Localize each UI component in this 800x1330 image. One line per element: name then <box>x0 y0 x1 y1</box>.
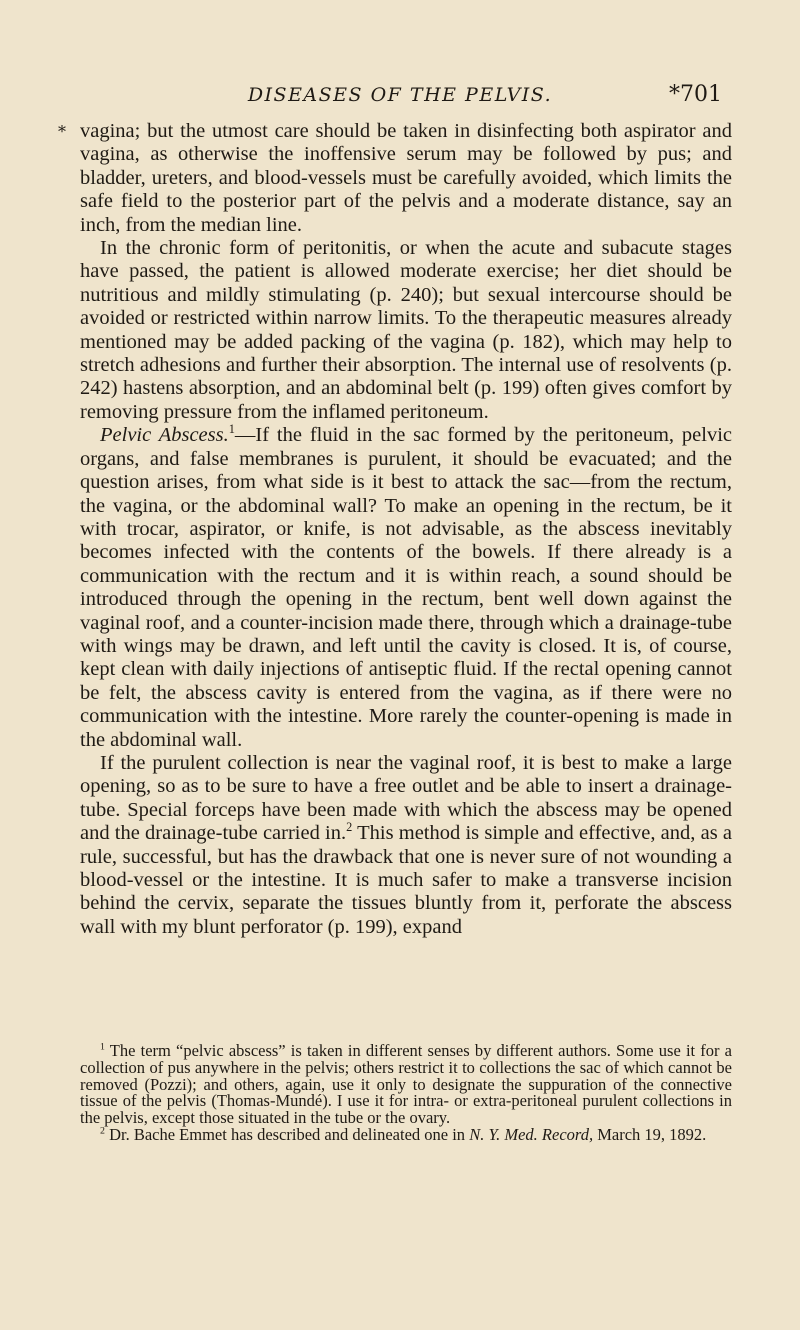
footnote-2 <box>80 1124 732 1144</box>
paragraph-2: In the chronic form of peritonitis, or when the acute and subacute stages have passed, the patient is allowed moderate exercise; her diet should be nutritious and mildly stimulating (p. 240); but sexual intercourse should be avoided or restricted within narrow limits. To the therapeutic measures already mentioned may be added packing of the vagina (p. 182), which may help to stretch adhesions and further their absorption. The internal use of resolvents (p. 242) hastens absorption, and an abdominal belt (p. 199) often gives comfort by removing pressure from the inflamed peritoneum. <box>80 237 732 423</box>
footnote-1 <box>80 1043 732 1127</box>
footnotes <box>80 1043 732 1144</box>
paragraph-4 <box>80 752 732 939</box>
footnote-ref-1: 1 <box>228 422 235 437</box>
paragraph-3 <box>80 424 732 752</box>
footnote-1-mark: 1 <box>100 1041 105 1053</box>
footnote-2-text-b: March 19, 1892. <box>593 1124 707 1144</box>
section-heading-pelvic-abscess: Pelvic Abscess. <box>100 424 229 447</box>
footnote-1-text: The term “pelvic abscess” is taken in different senses by different authors. Some use it for a collection of pus anywhere in the pelvis; others restrict it to collections the sac of which cannot be removed (Pozzi); and others, again, use it only to designate the suppuration of the connective tissue of the pelvis (Thomas-Mundé). I use it for intra- or extra-peritoneal purulent collections in the pelvis, except those situated in the tube or the ovary. <box>80 1041 732 1128</box>
paragraph-1: vagina; but the utmost care should be taken in disinfecting both aspirator and vagina, as otherwise the inoffensive serum may be followed by pus; and bladder, ureters, and blood-vessels must be carefully avoided, which limits the safe field to the posterior part of the pelvis and a moderate distance, say an inch, from the median line. <box>80 120 732 236</box>
footnote-2-mark: 2 <box>100 1125 105 1137</box>
footnote-ref-2: 2 <box>346 820 353 835</box>
margin-mark: * <box>58 122 66 141</box>
page-number: *701 <box>669 82 722 107</box>
running-head <box>80 82 720 112</box>
paragraph-4-text-a: If the purulent collection is near the vaginal roof, it is best to make a large opening, so as to be sure to have a free outlet and be able to insert a drainage-tube. Special forceps have been made with which the abscess may be opened and the drainage-tube carried in. <box>80 751 732 845</box>
body-text <box>80 120 732 939</box>
footnote-2-text-a: Dr. Bache Emmet has described and delineated one in <box>104 1124 470 1144</box>
paragraph-4-text-b: This method is simple and effective, and, as a rule, successful, but has the drawback that one is never sure of not wounding a blood-vessel or the intestine. It is much safer to make a transverse incision behind the cervix, separate the tissues bluntly from it, perforate the abscess wall with my blunt perforator (p. 199), expand <box>80 822 732 938</box>
paragraph-3-text: —If the fluid in the sac formed by the peritoneum, pelvic organs, and false membranes is purulent, it should be evacuated; and the question arises, from what side is it best to attack the sac—from the rectum, the vagina, or the abdominal wall? To make an opening in the rectum, be it with trocar, aspirator, or knife, is not advisable, as the abscess inevitably becomes infected with the contents of the bowels. If there already is a communication with the rectum and it is within reach, a sound should be introduced through the opening in the rectum, bent well down against the vaginal roof, and a counter-incision made there, through which a drainage-tube with wings may be drawn, and left until the cavity is closed. It is, of course, kept clean with daily injections of antiseptic fluid. If the rectal opening cannot be felt, the abscess cavity is entered from the vagina, as if there were no communication with the intestine. More rarely the counter-opening is made in the abdominal wall. <box>80 424 732 751</box>
footnote-2-journal: N. Y. Med. Record, <box>469 1124 594 1144</box>
running-title: DISEASES OF THE PELVIS. <box>247 84 553 106</box>
